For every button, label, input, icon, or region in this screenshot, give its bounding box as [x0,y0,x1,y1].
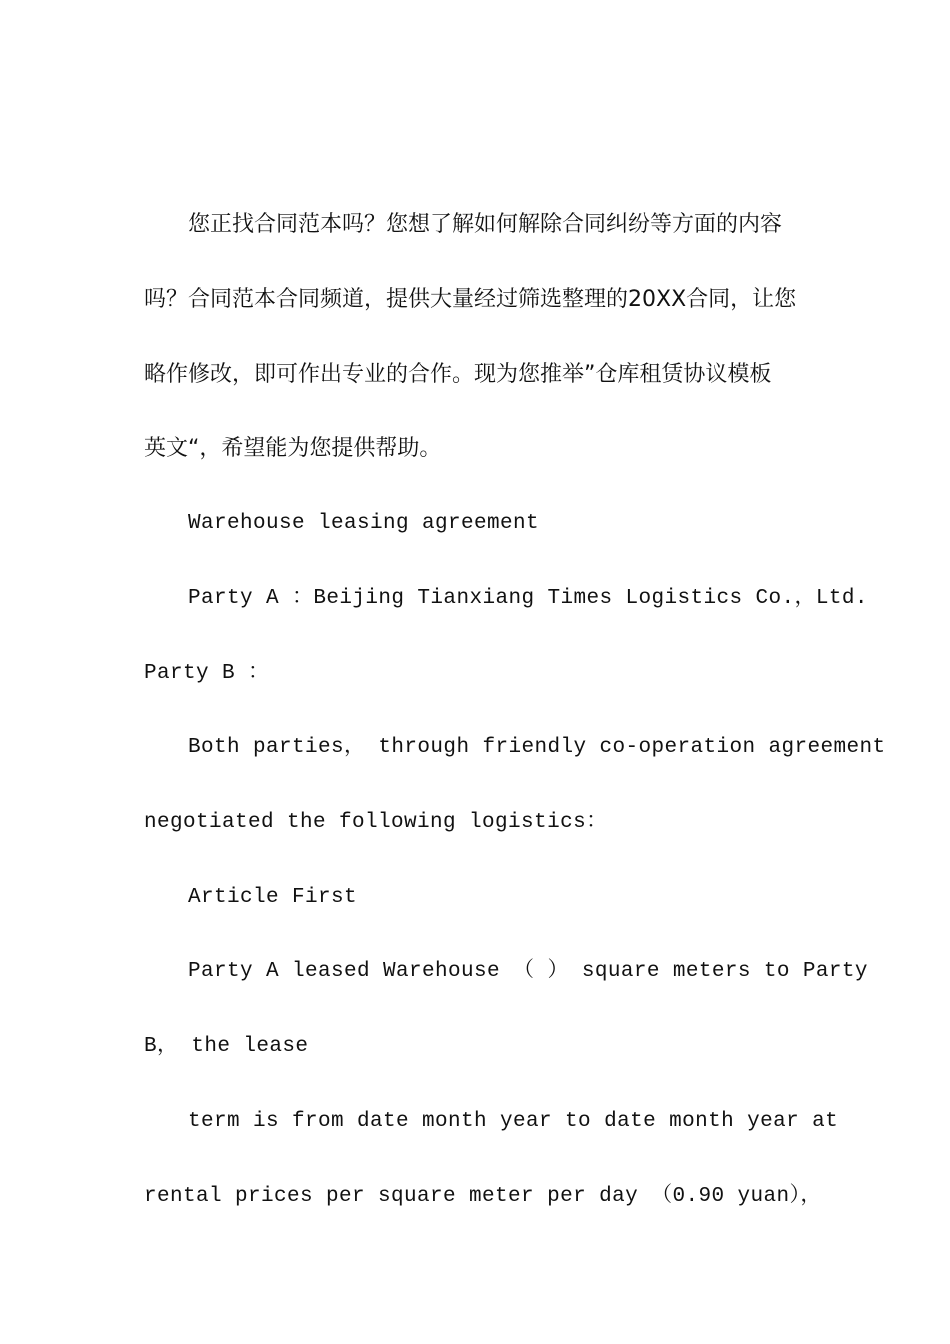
preamble-line-1: Both parties， through friendly co-operation agreement [188,736,886,759]
intro-line-4: 英文“，希望能为您提供帮助。 [144,436,442,461]
article-text-line-1: Party A leased Warehouse （ ） square meters to Party [188,960,868,983]
intro-line-2: 吗？合同范本合同频道，提供大量经过筛选整理的20XX合同，让您 [144,287,797,312]
preamble-line-2: negotiated the following logistics： [144,811,608,834]
agreement-title: Warehouse leasing agreement [188,512,540,535]
article-text-line-4: rental prices per square meter per day （0.90 yuan）， [144,1185,822,1208]
party-b-line: Party B ： [144,662,270,685]
intro-line-3: 略作修改，即可作出专业的合作。现为您推举”仓库租赁协议模板 [144,362,772,387]
article-heading: Article First [188,886,358,909]
article-text-line-3: term is from date month year to date month year at [188,1110,839,1133]
intro-line-1: 您正找合同范本吗？您想了解如何解除合同纠纷等方面的内容 [188,212,783,237]
article-text-line-2: B， the lease [144,1035,309,1058]
party-a-line: Party A ：Beijing Tianxiang Times Logistics Co.，Ltd. [188,587,868,610]
